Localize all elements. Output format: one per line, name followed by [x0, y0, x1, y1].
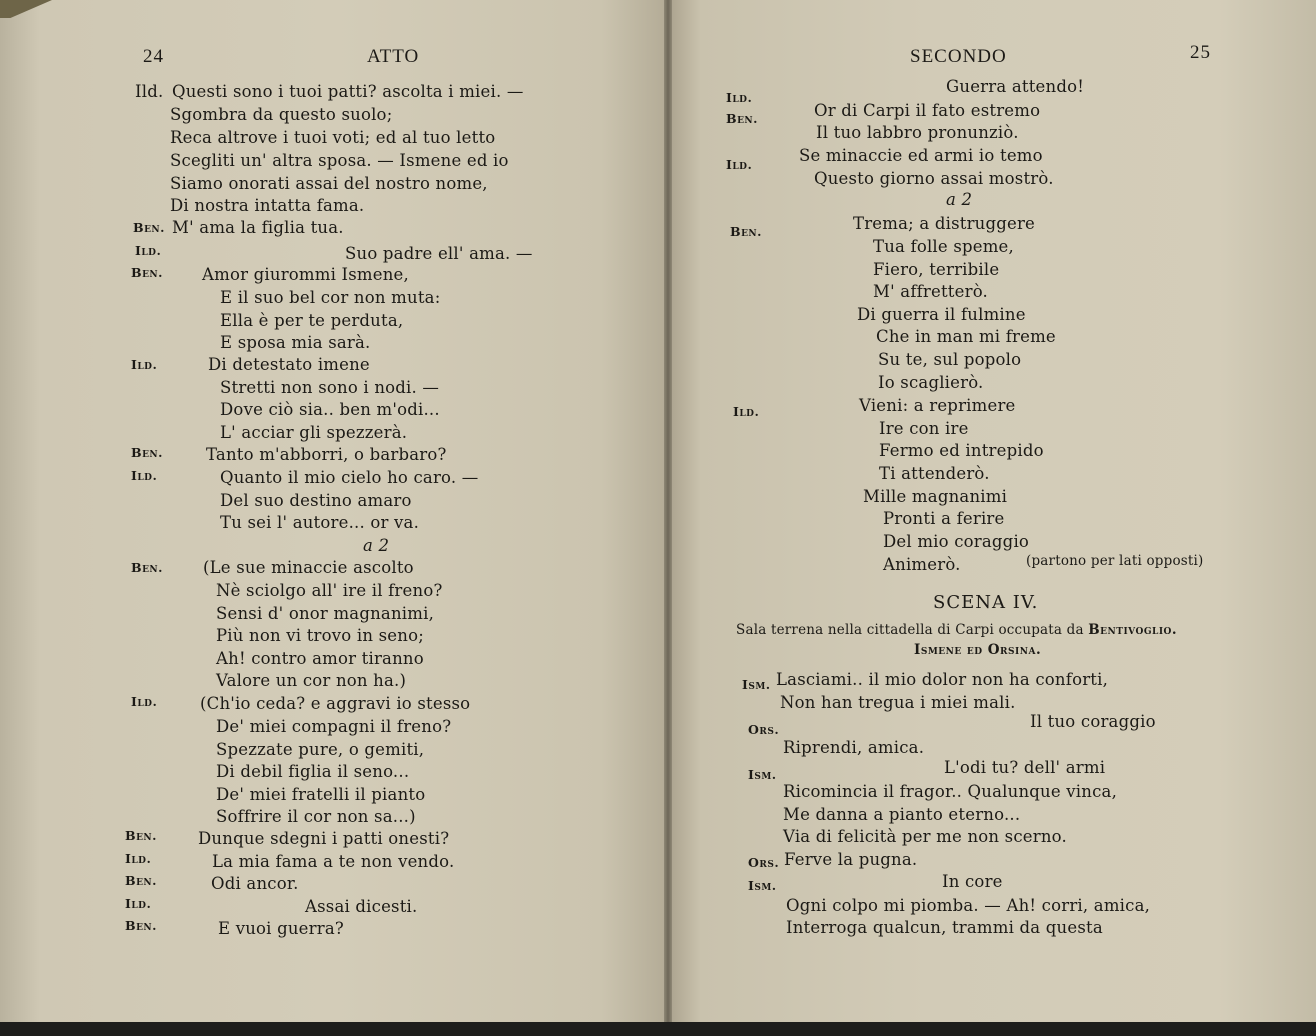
- speaker-label: Ben.: [125, 873, 158, 888]
- verse-line: Lasciami.. il mio dolor non ha conforti,: [776, 670, 1109, 689]
- verse-line: Mille magnanimi: [863, 487, 1008, 506]
- speaker-label: Ild.: [131, 357, 158, 372]
- verse-line: M' ama la figlia tua.: [172, 218, 344, 237]
- setting-text: Sala terrena nella cittadella di Carpi occupata da: [736, 622, 1084, 638]
- verse-line: Soffrire il cor non sa...): [216, 807, 416, 826]
- speaker-label: Ild.: [131, 694, 158, 709]
- speaker-label: Ild.: [125, 896, 152, 911]
- speaker-label: Ild.: [125, 851, 152, 866]
- verse-line: Interroga qualcun, trammi da questa: [786, 918, 1103, 937]
- verse-line: Suo padre ell' ama. —: [345, 244, 533, 263]
- setting-name: Bentivoglio.: [1088, 622, 1178, 638]
- verse-line: Del mio coraggio: [883, 532, 1030, 551]
- verse-line: Or di Carpi il fato estremo: [814, 101, 1041, 120]
- stage-direction: (partono per lati opposti): [1026, 553, 1204, 569]
- verse-line: Ti attenderò.: [879, 464, 990, 483]
- verse-line: Tua folle speme,: [873, 237, 1014, 256]
- verse-line: Tanto m'abborri, o barbaro?: [206, 445, 447, 464]
- verse-line: (Ch'io ceda? e aggravi io stesso: [200, 694, 471, 713]
- verse-line: Questi sono i tuoi patti? ascolta i miei. —: [172, 82, 524, 101]
- verse-line: (Le sue minaccie ascolto: [203, 558, 414, 577]
- verse-line: M' affretterò.: [873, 282, 988, 301]
- verse-line: Io scaglierò.: [878, 373, 984, 392]
- speaker-label: Ben.: [133, 220, 166, 235]
- verse-line: Su te, sul popolo: [878, 350, 1022, 369]
- speaker-label: Ism.: [742, 677, 771, 692]
- table-edge: [0, 1022, 1316, 1036]
- verse-line: Dunque sdegni i patti onesti?: [198, 829, 450, 848]
- verse-line: Pronti a ferire: [883, 509, 1005, 528]
- verse-line: Del suo destino amaro: [220, 491, 412, 510]
- verse-line: Che in man mi freme: [876, 327, 1056, 346]
- duet-marker: a 2: [363, 536, 390, 555]
- page-number-right: 25: [1190, 42, 1211, 63]
- verse-line: Siamo onorati assai del nostro nome,: [170, 174, 488, 193]
- speaker-label: Ben.: [125, 918, 158, 933]
- scene-setting: [736, 620, 1177, 640]
- verse-line: Non han tregua i miei mali.: [780, 693, 1016, 712]
- running-header-right: SECONDO: [910, 46, 1007, 67]
- verse-line: Il tuo coraggio: [1030, 712, 1156, 731]
- verse-line: Spezzate pure, o gemiti,: [216, 740, 425, 759]
- verse-line: Di debil figlia il seno...: [216, 762, 410, 781]
- right-page: [668, 0, 1316, 1022]
- verse-line: Se minaccie ed armi io temo: [799, 146, 1043, 165]
- book-gutter: [664, 0, 672, 1022]
- verse-line: Di guerra il fulmine: [857, 305, 1026, 324]
- scene-characters: Ismene ed Orsina.: [914, 642, 1042, 658]
- verse-line: Assai dicesti.: [305, 897, 418, 916]
- verse-line: Sgombra da questo suolo;: [170, 105, 393, 124]
- verse-line: Stretti non sono i nodi. —: [220, 378, 440, 397]
- verse-line: Fermo ed intrepido: [879, 441, 1044, 460]
- speaker-label: Ild.: [131, 468, 158, 483]
- verse-line: Vieni: a reprimere: [859, 396, 1016, 415]
- verse-line: Trema; a distruggere: [853, 214, 1036, 233]
- verse-line: L'odi tu? dell' armi: [944, 758, 1106, 777]
- verse-line: Ferve la pugna.: [784, 850, 918, 869]
- running-header-left: ATTO: [367, 46, 420, 67]
- verse-line: Dove ciò sia.. ben m'odi...: [220, 400, 440, 419]
- speaker-label: Ild.: [726, 157, 753, 172]
- verse-line: Ricomincia il fragor.. Qualunque vinca,: [783, 782, 1118, 801]
- scene-title: SCENA IV.: [933, 592, 1039, 613]
- verse-line: Nè sciolgo all' ire il freno?: [216, 581, 443, 600]
- verse-line: Questo giorno assai mostrò.: [814, 169, 1054, 188]
- speaker-label: Ild.: [733, 404, 760, 419]
- verse-line: La mia fama a te non vendo.: [212, 852, 455, 871]
- verse-line: E il suo bel cor non muta:: [220, 288, 441, 307]
- verse-line: Ire con ire: [879, 419, 969, 438]
- verse-line: Me danna a pianto eterno...: [783, 805, 1021, 824]
- verse-line: Odi ancor.: [211, 874, 299, 893]
- verse-line: Di nostra intatta fama.: [170, 196, 365, 215]
- page-number-left: 24: [143, 46, 164, 67]
- speaker-label: Ild.: [726, 90, 753, 105]
- verse-line: Amor giurommi Ismene,: [202, 265, 409, 284]
- verse-line: Guerra attendo!: [946, 77, 1085, 96]
- duet-marker: a 2: [946, 190, 973, 209]
- verse-line: Sensi d' onor magnanimi,: [216, 604, 435, 623]
- verse-line: Ah! contro amor tiranno: [216, 649, 424, 668]
- verse-line: Reca altrove i tuoi voti; ed al tuo letto: [170, 128, 496, 147]
- speaker-label: Ben.: [131, 560, 164, 575]
- verse-line: Ogni colpo mi piomba. — Ah! corri, amica,: [786, 896, 1151, 915]
- verse-line: Quanto il mio cielo ho caro. —: [220, 468, 479, 487]
- verse-line: E sposa mia sarà.: [220, 333, 371, 352]
- speaker-label: Ild.: [135, 243, 162, 258]
- verse-line: E vuoi guerra?: [218, 919, 344, 938]
- verse-line: L' acciar gli spezzerà.: [220, 423, 408, 442]
- verse-line: Fiero, terribile: [873, 260, 1000, 279]
- speaker-label: Ben.: [730, 224, 763, 239]
- verse-line: Valore un cor non ha.): [216, 671, 407, 690]
- speaker-label: Ism.: [748, 767, 777, 782]
- speaker-label: Ben.: [125, 828, 158, 843]
- speaker-label: Ben.: [726, 111, 759, 126]
- verse-line: Via di felicità per me non scerno.: [783, 827, 1067, 846]
- speaker-label: Ben.: [131, 265, 164, 280]
- speaker-label: Ism.: [748, 878, 777, 893]
- verse-line: Ella è per te perduta,: [220, 311, 404, 330]
- verse-line: Più non vi trovo in seno;: [216, 626, 424, 645]
- speaker-label: Ild.: [135, 82, 164, 101]
- speaker-label: Ors.: [748, 722, 780, 737]
- verse-line: De' miei fratelli il pianto: [216, 785, 426, 804]
- verse-line: Il tuo labbro pronunziò.: [816, 123, 1019, 142]
- verse-line: Riprendi, amica.: [783, 738, 925, 757]
- verse-line: In core: [942, 872, 1003, 891]
- verse-line: Di detestato imene: [208, 355, 370, 374]
- page-corner: [0, 0, 52, 18]
- speaker-label: Ben.: [131, 445, 164, 460]
- verse-line: Scegliti un' altra sposa. — Ismene ed io: [170, 151, 509, 170]
- speaker-label: Ors.: [748, 855, 780, 870]
- verse-line: Tu sei l' autore... or va.: [220, 513, 420, 532]
- verse-line: De' miei compagni il freno?: [216, 717, 452, 736]
- verse-line: Animerò.: [883, 555, 961, 574]
